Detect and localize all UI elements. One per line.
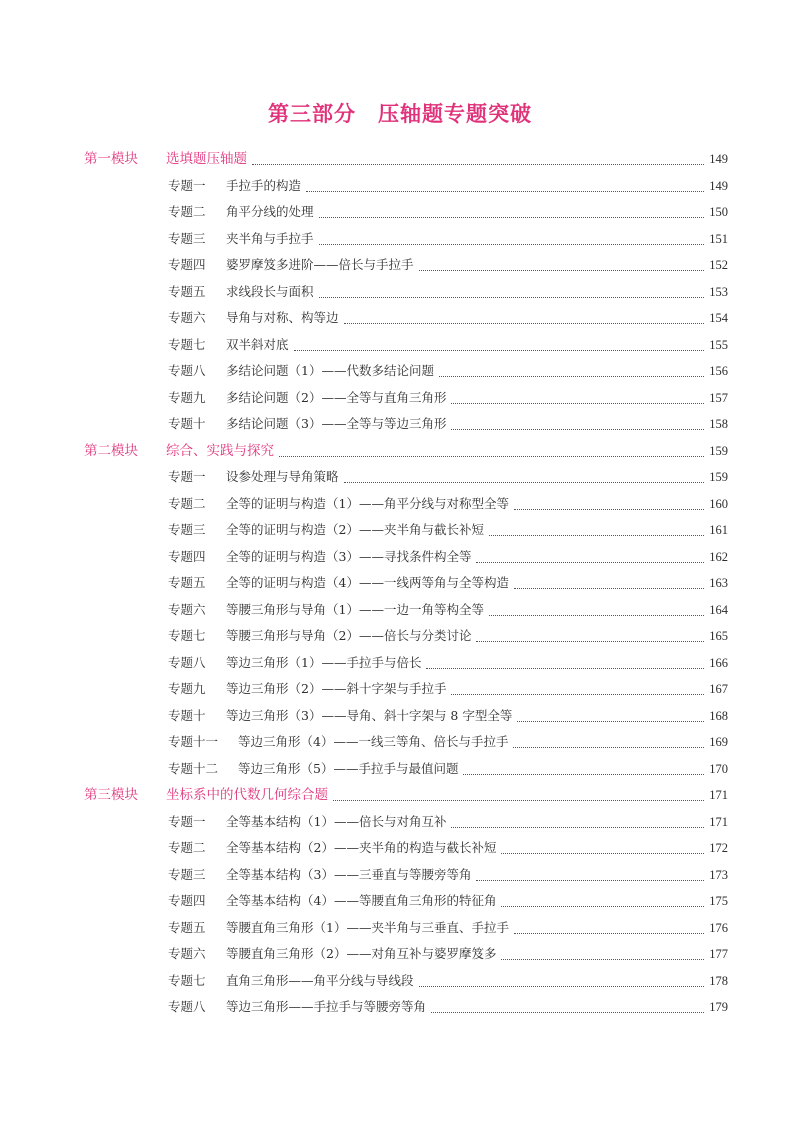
topic-label: 专题二 <box>168 840 206 855</box>
dot-leader <box>319 217 704 218</box>
topic-title: 等边三角形——手拉手与等腰旁等角 <box>226 994 429 1020</box>
dot-leader <box>294 350 704 351</box>
page-number: 163 <box>707 570 728 596</box>
toc-topic[interactable] <box>0 332 800 359</box>
dot-leader <box>489 535 704 536</box>
module-title: 坐标系中的代数几何综合题 <box>166 782 331 808</box>
dot-leader <box>344 323 704 324</box>
dot-leader <box>501 959 704 960</box>
topic-label: 专题十 <box>168 707 206 723</box>
topic-title: 婆罗摩笈多进阶——倍长与手拉手 <box>226 252 417 278</box>
page-number: 171 <box>707 782 728 808</box>
page-title: 第三部分 压轴题专题突破 <box>268 102 532 126</box>
topic-label: 专题五 <box>168 919 206 935</box>
dot-leader <box>513 747 704 748</box>
topic-label: 专题六 <box>168 946 206 961</box>
topic-title: 全等的证明与构造（4）——一线两等角与全等构造 <box>226 570 512 596</box>
table-of-contents <box>0 146 800 1021</box>
topic-label: 专题九 <box>168 681 206 696</box>
page-number: 177 <box>707 941 728 967</box>
topic-label: 专题九 <box>168 389 206 405</box>
toc-topic[interactable] <box>0 464 800 491</box>
toc-module-1[interactable] <box>0 146 800 173</box>
topic-label: 专题一 <box>168 813 206 829</box>
topic-title: 等边三角形（3）——导角、斜十字架与 8 字型全等 <box>226 703 515 729</box>
toc-topic[interactable] <box>0 570 800 597</box>
toc-topic[interactable] <box>0 358 800 385</box>
dot-leader <box>501 906 704 907</box>
toc-topic[interactable] <box>0 385 800 412</box>
page-number: 160 <box>707 491 728 517</box>
page-number: 152 <box>707 252 728 278</box>
module-label: 第二模块 <box>84 442 138 459</box>
topic-title: 全等的证明与构造（2）——夹半角与截长补短 <box>226 517 487 543</box>
dot-leader <box>451 429 704 430</box>
page-number: 173 <box>707 862 728 888</box>
page-number: 149 <box>707 173 728 199</box>
module-label: 第三模块 <box>84 787 138 803</box>
page-number: 172 <box>707 835 728 861</box>
dot-leader <box>419 986 704 987</box>
page-number: 175 <box>707 888 728 914</box>
page-number: 151 <box>707 226 728 252</box>
topic-title: 夹半角与手拉手 <box>226 226 317 252</box>
topic-title: 设参处理与导角策略 <box>226 464 342 490</box>
topic-title: 全等基本结构（2）——夹半角的构造与截长补短 <box>226 835 499 861</box>
topic-label: 专题六 <box>168 310 206 325</box>
page-number: 149 <box>707 146 728 172</box>
topic-label: 专题三 <box>168 230 206 246</box>
topic-title: 导角与对称、构等边 <box>226 305 342 331</box>
toc-topic[interactable] <box>0 305 800 332</box>
page-number: 156 <box>707 358 728 384</box>
toc-topic[interactable] <box>0 544 800 571</box>
page-number: 179 <box>707 994 728 1020</box>
page-number: 167 <box>707 676 728 702</box>
toc-topic[interactable] <box>0 941 800 968</box>
topic-title: 多结论问题（2）——全等与直角三角形 <box>226 385 449 411</box>
dot-leader <box>252 164 704 165</box>
dot-leader <box>344 482 704 483</box>
topic-label: 专题七 <box>168 972 206 988</box>
topic-label: 专题八 <box>168 654 206 670</box>
topic-label: 专题四 <box>168 257 206 272</box>
toc-topic[interactable] <box>0 650 800 677</box>
topic-title: 等腰三角形与导角（2）——倍长与分类讨论 <box>226 623 474 649</box>
toc-topic[interactable] <box>0 623 800 650</box>
toc-topic[interactable] <box>0 491 800 518</box>
page-number: 164 <box>707 597 728 623</box>
toc-topic[interactable] <box>0 809 800 836</box>
toc-topic[interactable] <box>0 226 800 253</box>
topic-title: 手拉手的构造 <box>226 173 304 199</box>
page-number: 161 <box>707 517 728 543</box>
topic-label: 专题八 <box>168 999 206 1014</box>
dot-leader <box>451 694 704 695</box>
topic-title: 等边三角形（2）——斜十字架与手拉手 <box>226 676 449 702</box>
topic-title: 双半斜对底 <box>226 332 292 358</box>
dot-leader <box>517 721 704 722</box>
dot-leader <box>514 588 704 589</box>
page-number: 157 <box>707 385 728 411</box>
toc-topic[interactable] <box>0 835 800 862</box>
toc-topic[interactable] <box>0 597 800 624</box>
topic-label: 专题五 <box>168 283 206 299</box>
page-number: 159 <box>707 464 728 490</box>
topic-label: 专题四 <box>168 548 206 564</box>
topic-label: 专题七 <box>168 336 206 352</box>
dot-leader <box>476 641 704 642</box>
toc-topic[interactable] <box>0 199 800 226</box>
page-number: 155 <box>707 332 728 358</box>
page-number: 170 <box>707 756 728 782</box>
dot-leader <box>419 270 704 271</box>
topic-title: 全等基本结构（4）——等腰直角三角形的特征角 <box>226 888 499 914</box>
topic-label: 专题八 <box>168 363 206 378</box>
topic-label: 专题三 <box>168 866 206 882</box>
toc-topic[interactable] <box>0 279 800 306</box>
dot-leader <box>463 774 704 775</box>
toc-topic[interactable] <box>0 676 800 703</box>
topic-title: 等腰直角三角形（1）——夹半角与三垂直、手拉手 <box>226 915 512 941</box>
topic-title: 等边三角形（5）——手拉手与最值问题 <box>238 756 461 782</box>
topic-title: 多结论问题（3）——全等与等边三角形 <box>226 411 449 437</box>
topic-label: 专题十 <box>168 416 206 431</box>
toc-topic[interactable] <box>0 411 800 438</box>
module-title: 选填题压轴题 <box>166 146 250 172</box>
dot-leader <box>501 853 704 854</box>
topic-label: 专题二 <box>168 204 206 219</box>
topic-title: 等边三角形（1）——手拉手与倍长 <box>226 650 424 676</box>
page-number: 178 <box>707 968 728 994</box>
topic-label: 专题四 <box>168 893 206 908</box>
page-number: 154 <box>707 305 728 331</box>
toc-module-3[interactable] <box>0 782 800 809</box>
module-label: 第一模块 <box>84 151 138 167</box>
dot-leader <box>319 297 704 298</box>
dot-leader <box>476 880 704 881</box>
toc-topic[interactable] <box>0 888 800 915</box>
topic-label: 专题六 <box>168 601 206 617</box>
topic-label: 专题二 <box>168 495 206 511</box>
toc-topic[interactable] <box>0 968 800 995</box>
dot-leader <box>451 827 704 828</box>
page-number: 153 <box>707 279 728 305</box>
topic-label: 专题十二 <box>168 760 219 776</box>
dot-leader <box>279 456 704 457</box>
page-number: 150 <box>707 199 728 225</box>
toc-topic[interactable] <box>0 862 800 889</box>
topic-label: 专题一 <box>168 177 206 193</box>
dot-leader <box>476 562 704 563</box>
topic-title: 多结论问题（1）——代数多结论问题 <box>226 358 437 384</box>
topic-title: 全等基本结构（1）——倍长与对角互补 <box>226 809 449 835</box>
topic-label: 专题一 <box>168 469 206 484</box>
page-number: 166 <box>707 650 728 676</box>
topic-label: 专题七 <box>168 628 206 643</box>
toc-topic[interactable] <box>0 729 800 756</box>
toc-module-2[interactable] <box>0 438 800 465</box>
module-title: 综合、实践与探究 <box>166 438 277 464</box>
page-number: 171 <box>707 809 728 835</box>
page-number: 169 <box>707 729 728 755</box>
topic-title: 全等基本结构（3）——三垂直与等腰旁等角 <box>226 862 474 888</box>
dot-leader <box>489 615 704 616</box>
topic-label: 专题十一 <box>168 734 219 749</box>
toc-topic[interactable] <box>0 994 800 1021</box>
dot-leader <box>426 668 704 669</box>
page-number: 165 <box>707 623 728 649</box>
topic-title: 角平分线的处理 <box>226 199 317 225</box>
dot-leader <box>431 1012 704 1013</box>
toc-topic[interactable] <box>0 252 800 279</box>
dot-leader <box>319 244 704 245</box>
page-number: 168 <box>707 703 728 729</box>
dot-leader <box>439 376 704 377</box>
page-number: 176 <box>707 915 728 941</box>
topic-label: 专题三 <box>168 522 206 537</box>
dot-leader <box>333 800 704 801</box>
topic-title: 全等的证明与构造（1）——角平分线与对称型全等 <box>226 491 512 517</box>
topic-title: 等腰直角三角形（2）——对角互补与婆罗摩笈多 <box>226 941 499 967</box>
dot-leader <box>514 509 704 510</box>
topic-title: 全等的证明与构造（3）——寻找条件构全等 <box>226 544 474 570</box>
toc-topic[interactable] <box>0 703 800 730</box>
topic-title: 求线段长与面积 <box>226 279 317 305</box>
page-number: 162 <box>707 544 728 570</box>
page-number: 159 <box>707 438 728 464</box>
topic-title: 直角三角形——角平分线与导线段 <box>226 968 417 994</box>
dot-leader <box>451 403 704 404</box>
toc-topic[interactable] <box>0 915 800 942</box>
topic-title: 等腰三角形与导角（1）——一边一角等构全等 <box>226 597 487 623</box>
dot-leader <box>306 191 704 192</box>
page-number: 158 <box>707 411 728 437</box>
toc-topic[interactable] <box>0 517 800 544</box>
topic-title: 等边三角形（4）——一线三等角、倍长与手拉手 <box>238 729 511 755</box>
toc-topic[interactable] <box>0 173 800 200</box>
toc-topic[interactable] <box>0 756 800 783</box>
dot-leader <box>514 933 704 934</box>
topic-label: 专题五 <box>168 575 206 590</box>
